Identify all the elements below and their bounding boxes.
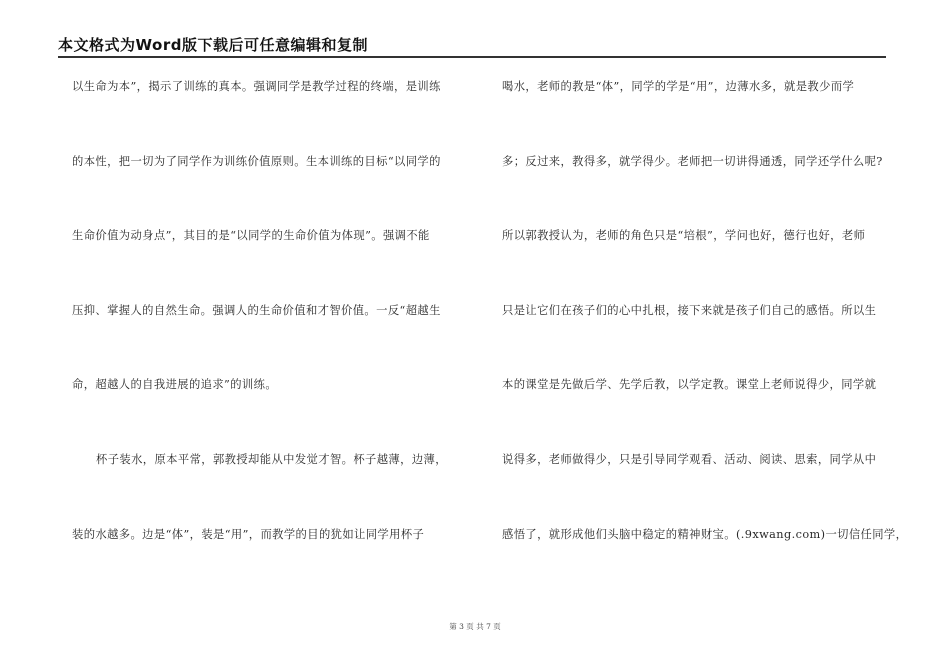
text-line: 以生命为本”，揭示了训练的真本。强调同学是教学过程的终端，是训练 (72, 80, 441, 93)
text-line: 压抑、掌握人的自然生命。强调人的生命价值和才智价值。一反“超越生 (72, 304, 441, 317)
text-line: 的本性，把一切为了同学作为训练价值原则。生本训练的目标“以同学的 (72, 155, 441, 168)
text-line: 生命价值为动身点”，其目的是“以同学的生命价值为体现”。强调不能 (72, 229, 430, 242)
text-line: 只是让它们在孩子们的心中扎根，接下来就是孩子们自己的感悟。所以生 (502, 304, 877, 317)
paragraph-start-line: 杯子装水，原本平常，郭教授却能从中发觉才智。杯子越薄，边薄， (96, 453, 447, 466)
header-title: 本文格式为Word版下载后可任意编辑和复制 (58, 36, 368, 54)
text-line: 命，超越人的自我进展的追求”的训练。 (72, 378, 278, 391)
text-line: 所以郭教授认为，老师的角色只是“培根”，学问也好，德行也好，老师 (502, 229, 866, 242)
text-line: 装的水越多。边是“体”，装是“用”，而教学的目的犹如让同学用杯子 (72, 528, 425, 541)
text-line: 多；反过来，教得多，就学得少。老师把一切讲得通透，同学还学什么呢? (502, 155, 883, 168)
text-line: 感悟了，就形成他们头脑中稳定的精神财宝。(.9xwang.com)一切信任同学， (502, 528, 908, 541)
text-line: 本的课堂是先做后学、先学后教，以学定教。课堂上老师说得少，同学就 (502, 378, 877, 391)
page-number: 第 3 页 共 7 页 (449, 622, 501, 631)
document-header (58, 34, 886, 58)
text-line: 说得多，老师做得少，只是引导同学观看、活动、阅读、思索，同学从中 (502, 453, 877, 466)
text-line: 喝水，老师的教是“体”，同学的学是“用”，边薄水多，就是教少而学 (502, 80, 855, 93)
